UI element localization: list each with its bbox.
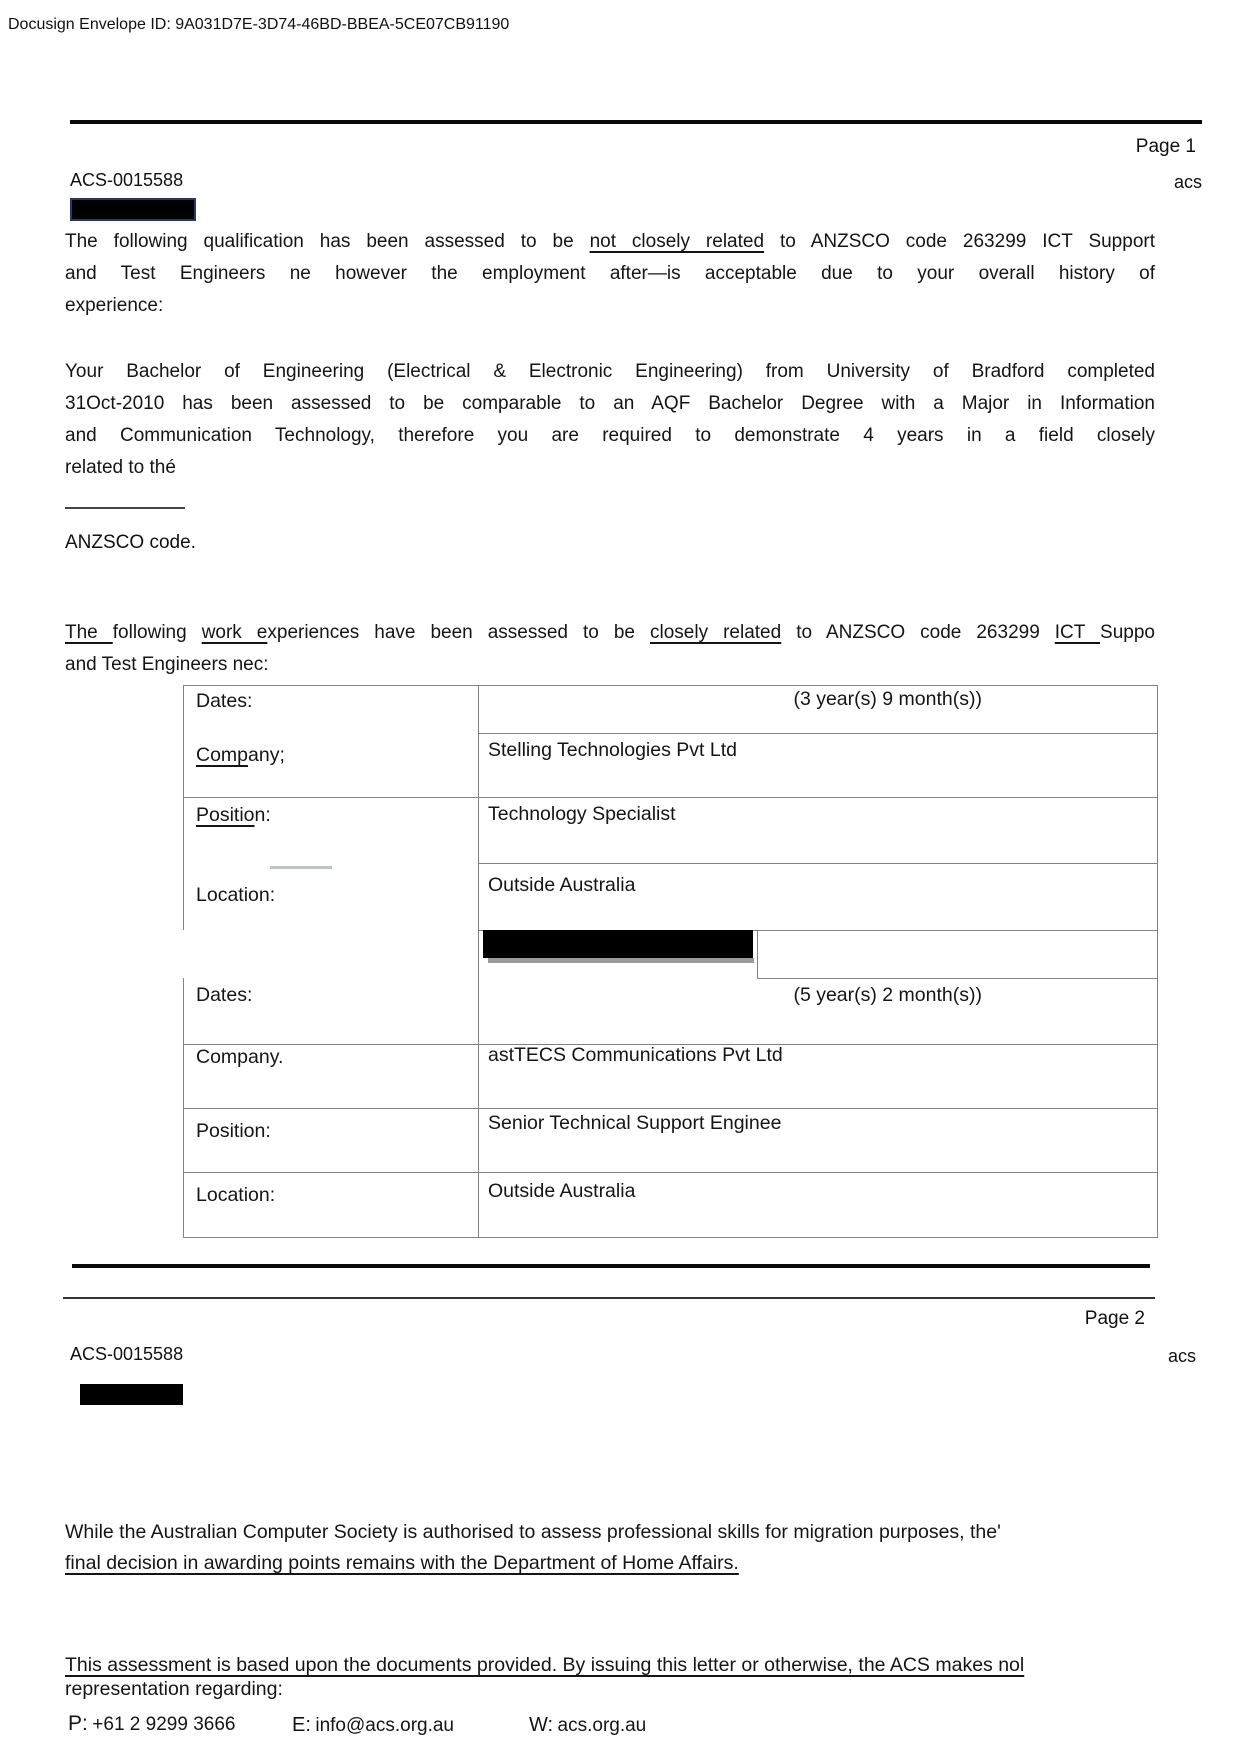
page1-bottom-rule (72, 1264, 1150, 1268)
table1-location-value: Outside Australia (488, 874, 636, 896)
acs-logo-text-page2: acs (1168, 1346, 1197, 1366)
table1-row-line-1 (478, 733, 1158, 734)
page1-number-label: Page 1 (1135, 136, 1196, 157)
underlined-text-segment: final decision in awarding points remains with the Department of Home Affairs. (65, 1552, 739, 1574)
underlined-text-segment: Positio (196, 804, 255, 826)
page2-reference-number: ACS-0015588 (70, 1344, 184, 1364)
table1-company-label (196, 744, 285, 766)
scan-smudge-artifact (270, 866, 332, 869)
table1-border-top (183, 685, 1158, 686)
text-segment: Dates: (196, 690, 253, 712)
redaction-bar-name-page1 (70, 198, 196, 221)
table2-company-value: astTECS Communications Pvt Ltd (488, 1044, 783, 1066)
text-segment: and Test Engineers nec: (65, 654, 269, 675)
table2-row-line-3 (183, 1172, 1158, 1173)
text-segment: and Communication Technology, therefore you are required to demonstrate 4 years in a field closely (65, 425, 1155, 446)
redaction-bar-dates (483, 930, 753, 958)
text-segment: Dates: (196, 984, 253, 1006)
phone-label: P: (68, 1712, 88, 1735)
docusign-envelope-banner: Docusign Envelope ID: 9A031D7E-3D74-46BD-BBEA-5CE07CB91190 (8, 16, 510, 33)
email-value: info@acs.org.au (315, 1715, 454, 1736)
table1-duration-value: (3 year(s) 9 month(s)) (793, 688, 982, 710)
text-line (65, 1653, 1175, 1677)
table1-border-left (183, 685, 184, 930)
text-line (65, 452, 1155, 484)
email-label: E: (292, 1714, 311, 1736)
table1-column-divider (478, 685, 479, 978)
text-segment: Company. (196, 1046, 284, 1068)
table2-position-value: Senior Technical Support Enginee (488, 1112, 782, 1134)
page1-reference-number: ACS-0015588 (70, 170, 184, 190)
redaction-bar-shadow (488, 958, 754, 963)
table2-border-bottom (183, 1237, 1158, 1238)
qualification-paragraph (65, 226, 1155, 322)
table2-position-label (196, 1120, 271, 1142)
text-segment: n: (254, 804, 271, 826)
text-segment: to ANZSCO code 263299 ICT Support (764, 231, 1155, 252)
text-line (65, 1548, 1175, 1579)
website-label: W: (529, 1714, 554, 1736)
text-segment: Location: (196, 884, 276, 906)
table2-dates-label (196, 984, 252, 1006)
footer-email (292, 1714, 454, 1737)
text-line (65, 388, 1155, 420)
table1-row-line-2 (183, 797, 1158, 798)
text-segment: and Test Engineers ne however the employment after—is acceptable due to your overall history of (65, 263, 1155, 284)
table1-redaction-cell-divider (757, 930, 758, 978)
table1-dates-label (196, 690, 252, 712)
short-divider-line (65, 507, 185, 509)
footer-phone (68, 1712, 235, 1736)
assessment-disclaimer-paragraph (65, 1653, 1175, 1701)
text-segment: experience: (65, 295, 164, 316)
table1-location-label (196, 884, 275, 906)
text-segment: While the Australian Computer Society is authorised to assess professional skills for migration purposes, the' (65, 1521, 1001, 1543)
page2-top-rule (63, 1297, 1155, 1299)
text-segment: following (112, 622, 202, 643)
text-line (65, 258, 1155, 290)
text-segment: representation regarding: (65, 1678, 283, 1700)
text-line (65, 356, 1155, 388)
underlined-text-segment: ICT (1054, 622, 1101, 643)
underlined-text-segment: work e (201, 622, 268, 643)
text-segment: Suppo (1100, 622, 1155, 643)
anzsco-code-line: ANZSCO code. (65, 532, 196, 553)
text-segment: Your Bachelor of Engineering (Electrical & Electronic Engineering) from University of Bradford completed (65, 361, 1155, 382)
table2-duration-value: (5 year(s) 2 month(s)) (793, 984, 982, 1006)
text-line (65, 226, 1155, 258)
table1-position-label (196, 804, 271, 826)
page2-number-label: Page 2 (1084, 1308, 1145, 1329)
underlined-text-segment: not closely related (589, 231, 765, 252)
text-segment: xperiences have been assessed to be (267, 622, 650, 643)
page1-top-rule (70, 120, 1202, 124)
authority-paragraph (65, 1517, 1175, 1579)
text-segment: Location: (196, 1184, 276, 1206)
phone-value: +61 2 9299 3666 (92, 1714, 236, 1735)
text-line (65, 1677, 1175, 1701)
text-segment: The following qualification has been assessed to be (65, 231, 590, 252)
underlined-text-segment: The (65, 622, 113, 643)
text-line (65, 420, 1155, 452)
table2-location-value: Outside Australia (488, 1180, 636, 1202)
table2-location-label (196, 1184, 275, 1206)
text-segment: Position: (196, 1120, 271, 1142)
text-line (65, 649, 1155, 681)
redaction-bar-name-page2 (80, 1384, 183, 1405)
text-line (65, 290, 1155, 322)
table2-company-label (196, 1046, 283, 1068)
footer-website (529, 1714, 646, 1737)
text-line (65, 1517, 1175, 1548)
text-segment: 31Oct-2010 has been assessed to be comparable to an AQF Bachelor Degree with a Major in Information (65, 393, 1155, 414)
work-experience-paragraph (65, 617, 1155, 681)
text-line (65, 617, 1155, 649)
text-segment: related to thé (65, 457, 176, 478)
table1-row-line-3 (478, 863, 1158, 864)
text-segment: to ANZSCO code 263299 (781, 622, 1055, 643)
underlined-text-segment: closely related (650, 622, 782, 643)
underlined-text-segment: Comp (196, 744, 249, 766)
underlined-text-segment: This assessment is based upon the documents provided. By issuing this letter or otherwise, the ACS makes nol (65, 1654, 1025, 1676)
website-value: acs.org.au (557, 1715, 647, 1736)
text-segment: any; (248, 744, 285, 766)
table2-row-line-2 (183, 1108, 1158, 1109)
table1-company-value: Stelling Technologies Pvt Ltd (488, 739, 737, 761)
table1-position-value: Technology Specialist (488, 803, 676, 825)
table1-border-right (1157, 685, 1158, 978)
degree-paragraph (65, 356, 1155, 484)
acs-logo-text-page1: acs (1174, 172, 1203, 192)
table1-border-bottom-segment (757, 978, 1158, 979)
